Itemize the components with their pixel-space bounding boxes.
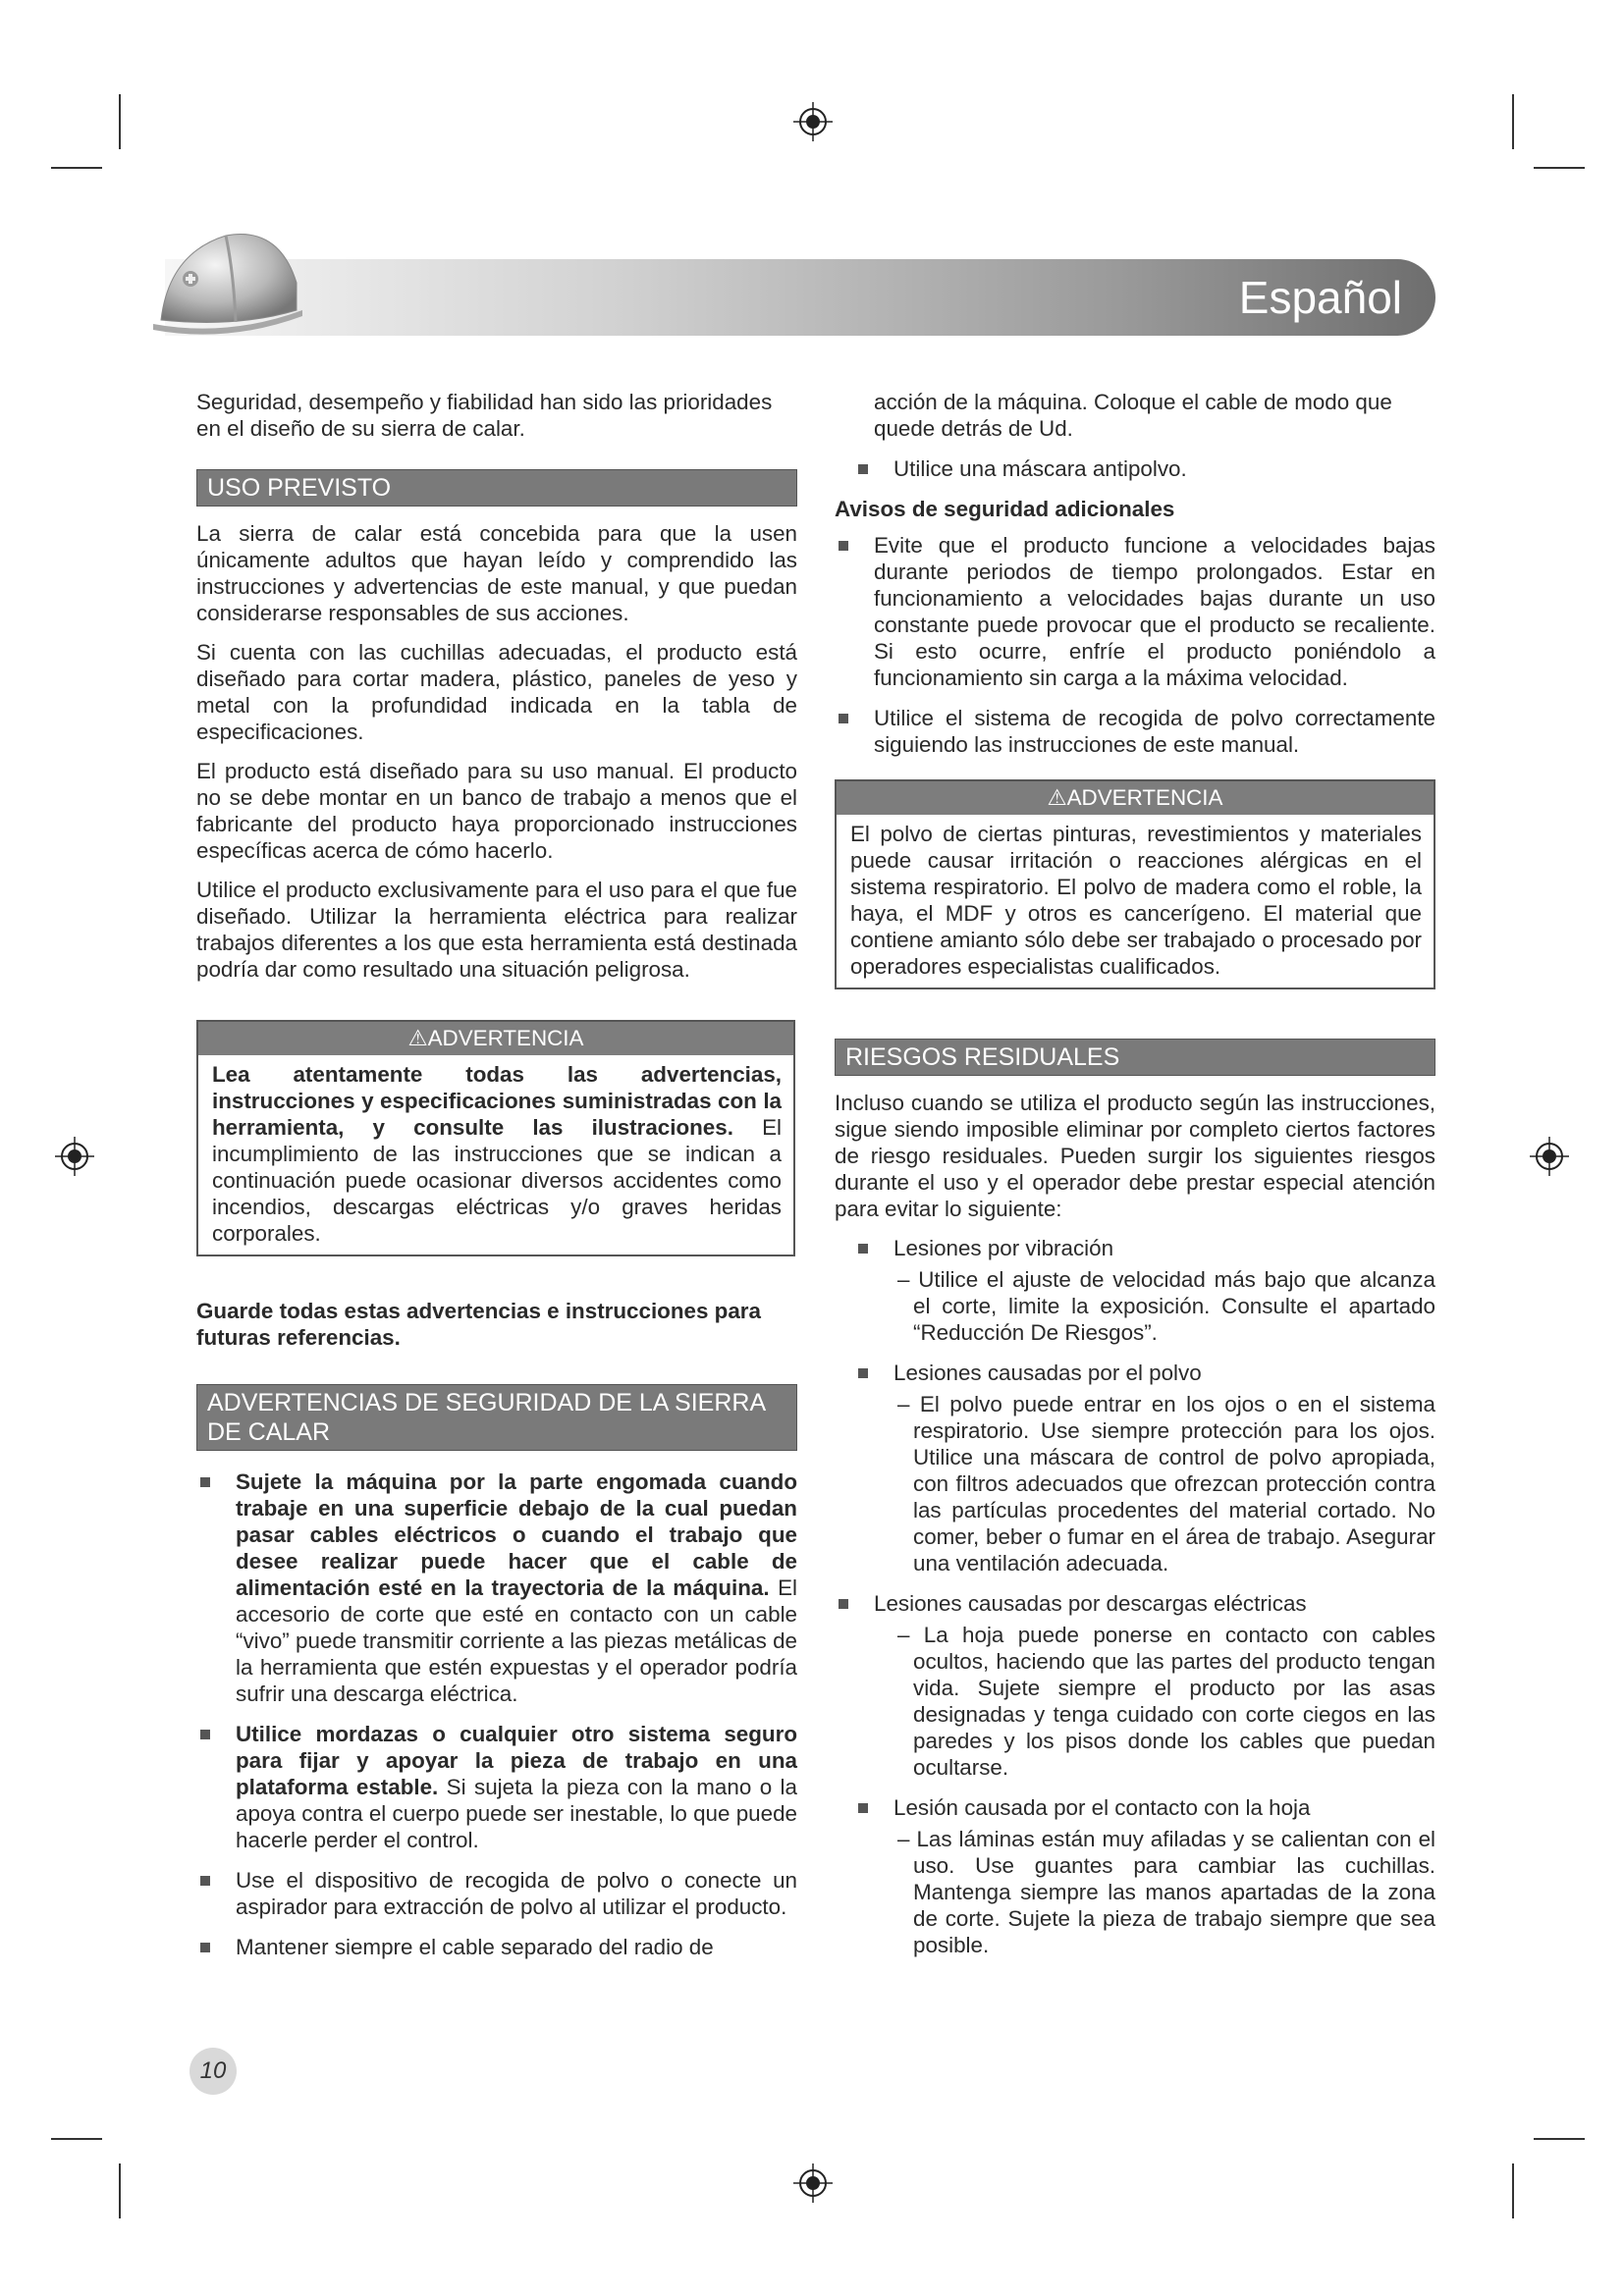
list-item: Sujete la máquina por la parte engomada cuando trabaje en una superficie debajo de la cual puedan pasar cables eléctricos o cuando el trabajo que desee realizar puede hacer que el cable de alimentación esté en la trayectoria de la máquina. El accesorio de corte que esté en contacto con un cable “vivo” puede transmitir corriente a las piezas metálicas de la herramienta que estén expuestas y el operador podría sufrir una descarga eléctrica. (196, 1468, 797, 1707)
bullet-icon (200, 1943, 210, 1952)
bullet-icon (839, 541, 848, 551)
registration-mark-icon (1530, 1137, 1569, 1176)
crop-mark (1512, 94, 1514, 149)
uso-paragraph: El producto está diseñado para su uso manual. El producto no se debe montar en un banco de trabajo a menos que el fabricante del producto haya proporcionado instrucciones específicas acerca de cómo hacerlo. (196, 759, 797, 863)
warning-box (196, 1020, 795, 1256)
language-title: Español (1238, 272, 1402, 323)
saw-warnings-list (196, 1468, 797, 1960)
bullet-icon (858, 1368, 868, 1378)
avisos-list (835, 532, 1435, 758)
right-column (835, 389, 1435, 1972)
uso-paragraph: La sierra de calar está concebida para que la usen únicamente adultos que hayan leído y comprendido las instrucciones y advertencias de este manual, y que puedan considerarse responsables de sus acciones. (196, 521, 797, 625)
language-banner (165, 259, 1435, 336)
crop-mark (1534, 167, 1585, 169)
bullet-icon (858, 1244, 868, 1254)
crop-mark (1534, 2138, 1585, 2140)
bullet-icon (200, 1876, 210, 1886)
warning-heading: ⚠ADVERTENCIA (198, 1022, 793, 1055)
registration-mark-icon (793, 2163, 833, 2203)
list-item: Lesiones causadas por el polvo – El polvo puede entrar en los ojos o en el sistema respiratorio. Use siempre protección para los ojos. Utilice una máscara de control de polvo apropiada, con filtros adecuados que ofrezcan protección contra las partículas procedentes del material cortado. No comer, beber o fumar en el área de trabajo. Asegurar una ventilación adecuada. (835, 1360, 1435, 1576)
list-item: Utilice una máscara antipolvo. (835, 455, 1435, 482)
warning-box (835, 779, 1435, 989)
keep-instructions-text: Guarde todas estas advertencias e instrucciones para futuras referencias. (196, 1299, 761, 1350)
intro-text: Seguridad, desempeño y fiabilidad han sido las prioridades en el diseño de su sierra de calar. (196, 390, 773, 441)
list-item: Mantener siempre el cable separado del radio de (196, 1934, 797, 1960)
section-riesgos-heading: RIESGOS RESIDUALES (835, 1039, 1435, 1076)
list-item: Lesión causada por el contacto con la hoja – Las láminas están muy afiladas y se calientan con el uso. Use guantes para cambiar las cuchillas. Mantenga siempre las manos apartadas de la zona de corte. Sujete la pieza de trabajo siempre que sea posible. (835, 1794, 1435, 1958)
warning-heading: ⚠ADVERTENCIA (837, 781, 1434, 815)
uso-paragraph: Si cuenta con las cuchillas adecuadas, el producto está diseñado para cortar madera, plástico, paneles de yeso y metal con la profundidad indicada en la tabla de especificaciones. (196, 640, 797, 744)
bullet-icon (858, 464, 868, 474)
crop-mark (51, 167, 102, 169)
list-item: Utilice el sistema de recogida de polvo correctamente siguiendo las instrucciones de este manual. (835, 705, 1435, 758)
bullet-icon (839, 1599, 848, 1609)
warning-body (837, 815, 1434, 988)
avisos-heading: Avisos de seguridad adicionales (835, 497, 1175, 521)
warning-body (198, 1055, 793, 1255)
bullet-icon (200, 1730, 210, 1739)
uso-paragraph: Utilice el producto exclusivamente para el uso para el que fue diseñado. Utilizar la herramienta eléctrica para realizar trabajos diferentes a los que esta herramienta está destinada podría dar como resultado una situación peligrosa. (196, 878, 797, 982)
riesgos-intro: Incluso cuando se utiliza el producto según las instrucciones, sigue siendo imposible eliminar por completo ciertos factores de riesgo residuales. Pueden surgir los siguientes riesgos durante el uso y el operador debe prestar especial atención para evitar lo siguiente: (835, 1091, 1435, 1221)
continued-text: acción de la máquina. Coloque el cable de modo que quede detrás de Ud. (874, 390, 1392, 441)
list-item: Utilice mordazas o cualquier otro sistema seguro para fijar y apoyar la pieza de trabajo en una plataforma estable. Si sujeta la pieza con la mano o la apoya contra el cuerpo puede ser inestable, lo que puede hacerle perder el control. (196, 1721, 797, 1853)
warning-text: El polvo de ciertas pinturas, revestimientos y materiales puede causar irritación o reacciones alérgicas en el sistema respiratorio. El polvo de madera como el roble, la haya, el MDF y otros es cancerígeno. El material que contiene amianto sólo debe ser trabajado o procesado por operadores especialistas cualificados. (850, 822, 1422, 979)
crop-mark (119, 2163, 121, 2218)
warning-triangle-icon: ⚠ (1047, 785, 1067, 810)
section-saw-warnings-heading: ADVERTENCIAS DE SEGURIDAD DE LA SIERRA DE CALAR (196, 1384, 797, 1451)
bullet-icon (858, 1803, 868, 1813)
registration-mark-icon (793, 102, 833, 141)
bullet-icon (200, 1477, 210, 1487)
section-uso-previsto-heading: USO PREVISTO (196, 469, 797, 507)
riesgos-list (835, 1235, 1435, 1958)
warning-text: El incumplimiento de las instrucciones que se indican a continuación puede ocasionar diversos accidentes como incendios, descargas eléctricas y/o graves heridas corporales. (212, 1115, 782, 1246)
list-item: Lesiones por vibración – Utilice el ajuste de velocidad más bajo que alcanza el corte, limite la exposición. Consulte el apartado “Reducción De Riesgos”. (835, 1235, 1435, 1346)
safety-helmet-icon (149, 214, 306, 342)
registration-mark-icon (55, 1137, 94, 1176)
crop-mark (119, 94, 121, 149)
list-item: Use el dispositivo de recogida de polvo o conecte un aspirador para extracción de polvo al utilizar el producto. (196, 1867, 797, 1920)
left-column (196, 389, 797, 1974)
list-item: Lesiones causadas por descargas eléctricas – La hoja puede ponerse en contacto con cables ocultos, haciendo que las partes del producto tengan vida. Sujete siempre el producto por las asas designadas y tenga cuidado con corte ciegos en las paredes y los pisos donde los cables que puedan ocultarse. (835, 1590, 1435, 1781)
warning-bold-text: Lea atentamente todas las advertencias, instrucciones y especificaciones suministradas con la herramienta, y consulte las ilustraciones. (212, 1062, 782, 1140)
mask-list (835, 455, 1435, 482)
warning-triangle-icon: ⚠ (407, 1026, 428, 1050)
crop-mark (1512, 2163, 1514, 2218)
crop-mark (51, 2138, 102, 2140)
bullet-icon (839, 714, 848, 723)
page-number: 10 (189, 2048, 237, 2095)
list-item: Evite que el producto funcione a velocidades bajas durante periodos de tiempo prolongados. Estar en funcionamiento a velocidades bajas durante un uso constante puede provocar que el producto se recaliente. Si esto ocurre, enfríe el producto poniéndolo a funcionamiento sin carga a la máxima velocidad. (835, 532, 1435, 691)
